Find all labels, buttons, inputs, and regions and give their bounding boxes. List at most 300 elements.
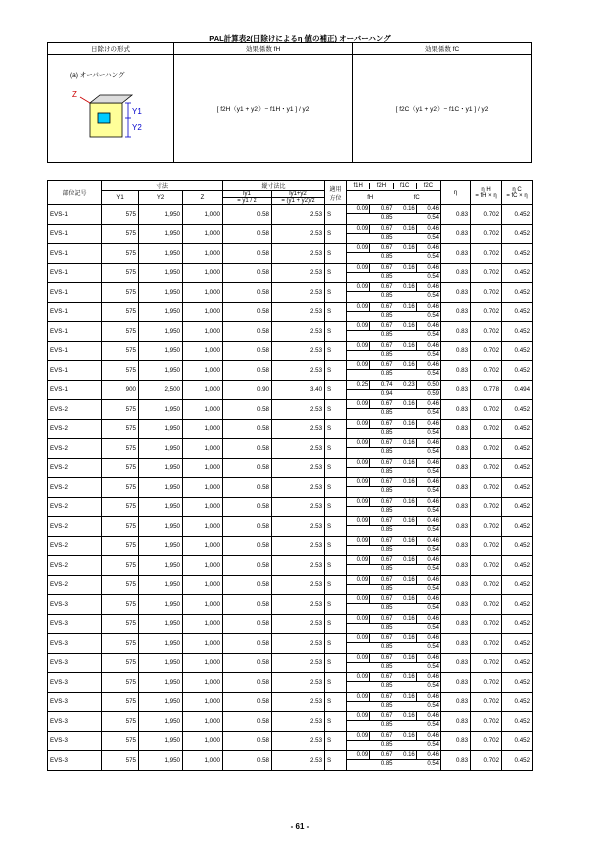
table-row xyxy=(48,458,533,478)
cell-f1h: 0.09 xyxy=(347,537,370,546)
cell-eta-h: 0.702 xyxy=(471,692,502,712)
cell-eta-c: 0.452 xyxy=(502,692,533,712)
cell-f2h: 0.67 xyxy=(370,693,393,702)
cell-f1c: 0.16 xyxy=(394,712,417,721)
cell-eta-c: 0.452 xyxy=(502,361,533,381)
cell-ratio1: 0.58 xyxy=(223,400,272,420)
cell-f1c: 0.16 xyxy=(394,634,417,643)
cell-f2h: 0.67 xyxy=(370,712,393,721)
cell-fc: 0.54 xyxy=(427,605,440,612)
cell-orientation: S xyxy=(325,536,347,556)
cell-ratio2: 2.53 xyxy=(272,458,325,478)
cell-fh: 0.85 xyxy=(380,449,393,456)
cell-part-id: EVS-1 xyxy=(48,263,102,283)
table-row xyxy=(48,205,533,225)
cell-part-id: EVS-3 xyxy=(48,692,102,712)
table-row xyxy=(48,731,533,751)
cell-ratio2: 2.53 xyxy=(272,224,325,244)
cell-f-values xyxy=(347,712,441,732)
cell-f1c: 0.16 xyxy=(394,498,417,507)
cell-f1h: 0.09 xyxy=(347,478,370,487)
cell-eta-h: 0.702 xyxy=(471,224,502,244)
cell-f1c: 0.16 xyxy=(394,693,417,702)
cell-f1h: 0.09 xyxy=(347,420,370,429)
cell-fh: 0.85 xyxy=(380,215,393,222)
cell-part-id: EVS-3 xyxy=(48,731,102,751)
cell-ratio2: 2.53 xyxy=(272,439,325,459)
cell-f-values xyxy=(347,439,441,459)
cell-fc: 0.54 xyxy=(427,663,440,670)
cell-z: 1,000 xyxy=(183,439,223,459)
cell-f2c: 0.46 xyxy=(417,283,440,292)
cell-z: 1,000 xyxy=(183,634,223,654)
cell-fh: 0.85 xyxy=(380,429,393,436)
cell-orientation: S xyxy=(325,205,347,225)
cell-part-id: EVS-3 xyxy=(48,614,102,634)
cell-eta-h: 0.702 xyxy=(471,302,502,322)
cell-ratio1: 0.58 xyxy=(223,731,272,751)
cell-z: 1,000 xyxy=(183,380,223,400)
cell-f2c: 0.46 xyxy=(417,634,440,643)
cell-orientation: S xyxy=(325,673,347,693)
cell-f2c: 0.46 xyxy=(417,576,440,585)
cell-f-values xyxy=(347,400,441,420)
cell-fh: 0.85 xyxy=(380,546,393,553)
cell-f2h: 0.67 xyxy=(370,498,393,507)
cell-ratio2: 2.53 xyxy=(272,263,325,283)
cell-y1: 575 xyxy=(102,556,139,576)
cell-fc: 0.54 xyxy=(427,624,440,631)
table-row xyxy=(48,322,533,342)
cell-z: 1,000 xyxy=(183,595,223,615)
cell-ratio1: 0.58 xyxy=(223,517,272,537)
cell-eta: 0.83 xyxy=(441,692,471,712)
cell-f1c: 0.16 xyxy=(394,420,417,429)
cell-f-values xyxy=(347,575,441,595)
cell-eta-c: 0.452 xyxy=(502,263,533,283)
cell-orientation: S xyxy=(325,380,347,400)
cell-eta-c: 0.452 xyxy=(502,556,533,576)
cell-part-id: EVS-2 xyxy=(48,439,102,459)
cell-orientation: S xyxy=(325,517,347,537)
cell-y1: 575 xyxy=(102,751,139,771)
cell-ratio1: 0.58 xyxy=(223,283,272,303)
cell-ratio1: 0.58 xyxy=(223,595,272,615)
cell-orientation: S xyxy=(325,692,347,712)
cell-eta: 0.83 xyxy=(441,380,471,400)
cell-f2h: 0.67 xyxy=(370,420,393,429)
cell-ratio2: 2.53 xyxy=(272,341,325,361)
table-row xyxy=(48,712,533,732)
col-header-fc: 効果係数 fC xyxy=(353,43,532,55)
cell-z: 1,000 xyxy=(183,653,223,673)
cell-y1: 900 xyxy=(102,380,139,400)
cell-part-id: EVS-2 xyxy=(48,419,102,439)
cell-orientation: S xyxy=(325,302,347,322)
cell-y1: 575 xyxy=(102,263,139,283)
cell-eta-h: 0.702 xyxy=(471,478,502,498)
cell-fh: 0.85 xyxy=(380,683,393,690)
cell-ratio2: 2.53 xyxy=(272,478,325,498)
cell-f1h: 0.09 xyxy=(347,556,370,565)
cell-f-values xyxy=(347,731,441,751)
label-y2: Y2 xyxy=(132,123,142,132)
cell-f1c: 0.16 xyxy=(394,439,417,448)
cell-eta-c: 0.452 xyxy=(502,673,533,693)
cell-eta-c: 0.452 xyxy=(502,478,533,498)
cell-z: 1,000 xyxy=(183,478,223,498)
cell-f-values xyxy=(347,458,441,478)
cell-f2h: 0.67 xyxy=(370,673,393,682)
cell-f2h: 0.67 xyxy=(370,634,393,643)
cell-eta-h: 0.702 xyxy=(471,614,502,634)
cell-ratio2: 2.53 xyxy=(272,712,325,732)
cell-f1c: 0.16 xyxy=(394,732,417,741)
cell-orientation: S xyxy=(325,478,347,498)
cell-f1c: 0.16 xyxy=(394,478,417,487)
cell-y2: 1,950 xyxy=(139,517,183,537)
cell-f1h: 0.09 xyxy=(347,712,370,721)
cell-eta-h: 0.702 xyxy=(471,419,502,439)
cell-eta-h: 0.702 xyxy=(471,575,502,595)
cell-fh: 0.85 xyxy=(380,761,393,768)
cell-eta: 0.83 xyxy=(441,283,471,303)
cell-eta-c: 0.452 xyxy=(502,322,533,342)
cell-f2h: 0.67 xyxy=(370,751,393,760)
cell-f2c: 0.46 xyxy=(417,225,440,234)
cell-eta-c: 0.452 xyxy=(502,224,533,244)
cell-fc: 0.54 xyxy=(427,488,440,495)
cell-y2: 1,950 xyxy=(139,673,183,693)
cell-eta-h: 0.702 xyxy=(471,517,502,537)
cell-y1: 575 xyxy=(102,244,139,264)
cell-fc: 0.54 xyxy=(427,741,440,748)
cell-part-id: EVS-2 xyxy=(48,517,102,537)
cell-fc: 0.54 xyxy=(427,449,440,456)
cell-eta-h: 0.702 xyxy=(471,458,502,478)
cell-y2: 1,950 xyxy=(139,634,183,654)
table-row xyxy=(48,751,533,771)
cell-f2c: 0.46 xyxy=(417,459,440,468)
table-row xyxy=(48,263,533,283)
table-row xyxy=(48,653,533,673)
cell-f2h: 0.74 xyxy=(370,381,393,390)
cell-ratio2: 2.53 xyxy=(272,692,325,712)
cell-z: 1,000 xyxy=(183,692,223,712)
cell-z: 1,000 xyxy=(183,614,223,634)
cell-eta-h: 0.702 xyxy=(471,653,502,673)
cell-f1c: 0.16 xyxy=(394,225,417,234)
cell-f1c: 0.16 xyxy=(394,361,417,370)
cell-eta-c: 0.452 xyxy=(502,497,533,517)
cell-eta: 0.83 xyxy=(441,263,471,283)
cell-eta-c: 0.452 xyxy=(502,341,533,361)
cell-z: 1,000 xyxy=(183,419,223,439)
cell-fc: 0.54 xyxy=(427,546,440,553)
cell-eta-h: 0.702 xyxy=(471,751,502,771)
cell-y2: 1,950 xyxy=(139,244,183,264)
header-orientation: 適用 方位 xyxy=(325,181,347,205)
cell-eta-h: 0.702 xyxy=(471,439,502,459)
cell-z: 1,000 xyxy=(183,400,223,420)
cell-y2: 1,950 xyxy=(139,283,183,303)
cell-f1c: 0.16 xyxy=(394,342,417,351)
cell-f2c: 0.46 xyxy=(417,693,440,702)
cell-f1c: 0.16 xyxy=(394,595,417,604)
cell-f2h: 0.67 xyxy=(370,459,393,468)
cell-f2h: 0.67 xyxy=(370,556,393,565)
cell-eta: 0.83 xyxy=(441,653,471,673)
table-row xyxy=(48,361,533,381)
cell-ratio1: 0.58 xyxy=(223,614,272,634)
cell-f-values xyxy=(347,263,441,283)
cell-y2: 1,950 xyxy=(139,322,183,342)
cell-y1: 575 xyxy=(102,517,139,537)
cell-fh: 0.85 xyxy=(380,234,393,241)
cell-fh: 0.85 xyxy=(380,507,393,514)
cell-z: 1,000 xyxy=(183,458,223,478)
cell-f1h: 0.09 xyxy=(347,693,370,702)
cell-fc: 0.54 xyxy=(427,371,440,378)
cell-eta-h: 0.702 xyxy=(471,205,502,225)
cell-z: 1,000 xyxy=(183,361,223,381)
cell-orientation: S xyxy=(325,751,347,771)
cell-f1h: 0.09 xyxy=(347,673,370,682)
cell-fh: 0.85 xyxy=(380,293,393,300)
cell-ratio1: 0.58 xyxy=(223,244,272,264)
cell-f2h: 0.67 xyxy=(370,205,393,214)
table-row xyxy=(48,341,533,361)
cell-f1h: 0.09 xyxy=(347,634,370,643)
cell-f2c: 0.46 xyxy=(417,244,440,253)
header-ratio1: ly1 xyxy=(223,191,272,198)
cell-f-values xyxy=(347,380,441,400)
cell-y2: 1,950 xyxy=(139,302,183,322)
cell-fc: 0.59 xyxy=(427,390,440,397)
cell-eta: 0.83 xyxy=(441,634,471,654)
cell-fc: 0.54 xyxy=(427,722,440,729)
cell-fc: 0.54 xyxy=(427,585,440,592)
cell-f1c: 0.16 xyxy=(394,517,417,526)
cell-f2c: 0.46 xyxy=(417,517,440,526)
cell-ratio2: 2.53 xyxy=(272,205,325,225)
cell-eta: 0.83 xyxy=(441,517,471,537)
cell-z: 1,000 xyxy=(183,283,223,303)
cell-f-values xyxy=(347,517,441,537)
cell-f1h: 0.09 xyxy=(347,459,370,468)
cell-f2c: 0.46 xyxy=(417,751,440,760)
cell-ratio2: 2.53 xyxy=(272,614,325,634)
cell-fh: 0.85 xyxy=(380,312,393,319)
table-row xyxy=(48,556,533,576)
header-y2: Y2 xyxy=(139,191,183,205)
cell-part-id: EVS-2 xyxy=(48,400,102,420)
cell-f2h: 0.67 xyxy=(370,576,393,585)
cell-f2h: 0.67 xyxy=(370,537,393,546)
cell-y1: 575 xyxy=(102,439,139,459)
cell-fc: 0.54 xyxy=(427,507,440,514)
cell-f2h: 0.67 xyxy=(370,244,393,253)
cell-eta-h: 0.702 xyxy=(471,712,502,732)
cell-fc: 0.54 xyxy=(427,429,440,436)
cell-f-values xyxy=(347,536,441,556)
label-y1: Y1 xyxy=(132,107,142,116)
cell-f2h: 0.67 xyxy=(370,517,393,526)
cell-f-values xyxy=(347,224,441,244)
cell-ratio1: 0.90 xyxy=(223,380,272,400)
cell-fc: 0.54 xyxy=(427,273,440,280)
cell-f2c: 0.46 xyxy=(417,478,440,487)
cell-eta-h: 0.702 xyxy=(471,595,502,615)
cell-orientation: S xyxy=(325,634,347,654)
cell-eta-c: 0.452 xyxy=(502,419,533,439)
cell-eta-h: 0.702 xyxy=(471,244,502,264)
table-row xyxy=(48,244,533,264)
cell-fc: 0.54 xyxy=(427,761,440,768)
cell-y1: 575 xyxy=(102,322,139,342)
cell-orientation: S xyxy=(325,595,347,615)
cell-f2c: 0.46 xyxy=(417,420,440,429)
cell-f1h: 0.09 xyxy=(347,576,370,585)
cell-ratio1: 0.58 xyxy=(223,653,272,673)
cell-y1: 575 xyxy=(102,536,139,556)
cell-fh: 0.85 xyxy=(380,566,393,573)
cell-eta-h: 0.702 xyxy=(471,361,502,381)
cell-f1c: 0.16 xyxy=(394,244,417,253)
cell-eta: 0.83 xyxy=(441,419,471,439)
cell-eta: 0.83 xyxy=(441,244,471,264)
cell-y2: 1,950 xyxy=(139,224,183,244)
cell-z: 1,000 xyxy=(183,556,223,576)
cell-eta-h: 0.702 xyxy=(471,341,502,361)
cell-ratio2: 2.53 xyxy=(272,536,325,556)
cell-f2h: 0.67 xyxy=(370,342,393,351)
cell-f-values xyxy=(347,419,441,439)
cell-eta-h: 0.702 xyxy=(471,497,502,517)
cell-eta-c: 0.452 xyxy=(502,517,533,537)
cell-fc: 0.54 xyxy=(427,702,440,709)
cell-y2: 1,950 xyxy=(139,653,183,673)
cell-f-values xyxy=(347,614,441,634)
cell-f2c: 0.46 xyxy=(417,712,440,721)
cell-y1: 575 xyxy=(102,283,139,303)
cell-f2c: 0.46 xyxy=(417,322,440,331)
cell-f1c: 0.16 xyxy=(394,556,417,565)
header-eta-h: η H = fH × η xyxy=(471,181,502,205)
cell-z: 1,000 xyxy=(183,224,223,244)
cell-part-id: EVS-3 xyxy=(48,751,102,771)
cell-eta-h: 0.702 xyxy=(471,322,502,342)
table-row xyxy=(48,575,533,595)
cell-fc: 0.54 xyxy=(427,683,440,690)
calculation-table xyxy=(47,180,533,771)
cell-z: 1,000 xyxy=(183,263,223,283)
table-row xyxy=(48,614,533,634)
header-eta: η xyxy=(441,181,471,205)
cell-ratio2: 2.53 xyxy=(272,595,325,615)
cell-y2: 1,950 xyxy=(139,595,183,615)
cell-y1: 575 xyxy=(102,361,139,381)
cell-fh: 0.85 xyxy=(380,702,393,709)
cell-eta: 0.83 xyxy=(441,673,471,693)
cell-f2c: 0.46 xyxy=(417,498,440,507)
cell-f2c: 0.46 xyxy=(417,556,440,565)
cell-eta-c: 0.452 xyxy=(502,283,533,303)
cell-y2: 1,950 xyxy=(139,731,183,751)
cell-fc: 0.54 xyxy=(427,566,440,573)
cell-f1c: 0.16 xyxy=(394,576,417,585)
cell-fc: 0.54 xyxy=(427,215,440,222)
cell-y1: 575 xyxy=(102,673,139,693)
cell-f-values xyxy=(347,341,441,361)
header-f-coefficients: f1H f2H f1C f2C xyxy=(347,181,441,191)
cell-ratio2: 2.53 xyxy=(272,751,325,771)
cell-f1h: 0.09 xyxy=(347,361,370,370)
cell-eta-h: 0.702 xyxy=(471,731,502,751)
cell-f2h: 0.67 xyxy=(370,654,393,663)
cell-f-values xyxy=(347,283,441,303)
cell-f1c: 0.16 xyxy=(394,400,417,409)
cell-f2h: 0.67 xyxy=(370,595,393,604)
cell-orientation: S xyxy=(325,712,347,732)
cell-f2h: 0.67 xyxy=(370,732,393,741)
cell-eta-c: 0.452 xyxy=(502,575,533,595)
overhang-diagram-cell xyxy=(48,55,174,163)
formula-fc: [ f2C（y1 + y2）− f1C・y1 ] / y2 xyxy=(353,55,532,163)
cell-y1: 575 xyxy=(102,614,139,634)
cell-eta-c: 0.494 xyxy=(502,380,533,400)
header-ratio: 縦寸法比 xyxy=(223,181,325,191)
cell-f2c: 0.46 xyxy=(417,732,440,741)
table-row xyxy=(48,400,533,420)
cell-f-values xyxy=(347,692,441,712)
cell-ratio2: 2.53 xyxy=(272,283,325,303)
cell-z: 1,000 xyxy=(183,322,223,342)
cell-f-values xyxy=(347,673,441,693)
cell-z: 1,000 xyxy=(183,575,223,595)
cell-fc: 0.54 xyxy=(427,351,440,358)
table-row xyxy=(48,634,533,654)
cell-f2c: 0.46 xyxy=(417,654,440,663)
cell-fc: 0.54 xyxy=(427,527,440,534)
cell-eta: 0.83 xyxy=(441,302,471,322)
cell-f2h: 0.67 xyxy=(370,615,393,624)
cell-fh: 0.85 xyxy=(380,585,393,592)
cell-eta-c: 0.452 xyxy=(502,536,533,556)
cell-y2: 1,950 xyxy=(139,478,183,498)
cell-eta-c: 0.452 xyxy=(502,595,533,615)
cell-fh: 0.85 xyxy=(380,332,393,339)
cell-ratio2: 2.53 xyxy=(272,400,325,420)
cell-orientation: S xyxy=(325,400,347,420)
cell-f2h: 0.67 xyxy=(370,303,393,312)
cell-f1c: 0.16 xyxy=(394,322,417,331)
col-header-type: 日除けの形式 xyxy=(48,43,174,55)
table-row xyxy=(48,673,533,693)
cell-eta-c: 0.452 xyxy=(502,731,533,751)
cell-eta: 0.83 xyxy=(441,712,471,732)
cell-eta-c: 0.452 xyxy=(502,712,533,732)
cell-eta: 0.83 xyxy=(441,751,471,771)
cell-part-id: EVS-3 xyxy=(48,595,102,615)
table-row xyxy=(48,595,533,615)
cell-f-values xyxy=(347,751,441,771)
cell-ratio1: 0.58 xyxy=(223,692,272,712)
cell-f1c: 0.16 xyxy=(394,264,417,273)
cell-y2: 1,950 xyxy=(139,458,183,478)
cell-orientation: S xyxy=(325,283,347,303)
cell-orientation: S xyxy=(325,497,347,517)
